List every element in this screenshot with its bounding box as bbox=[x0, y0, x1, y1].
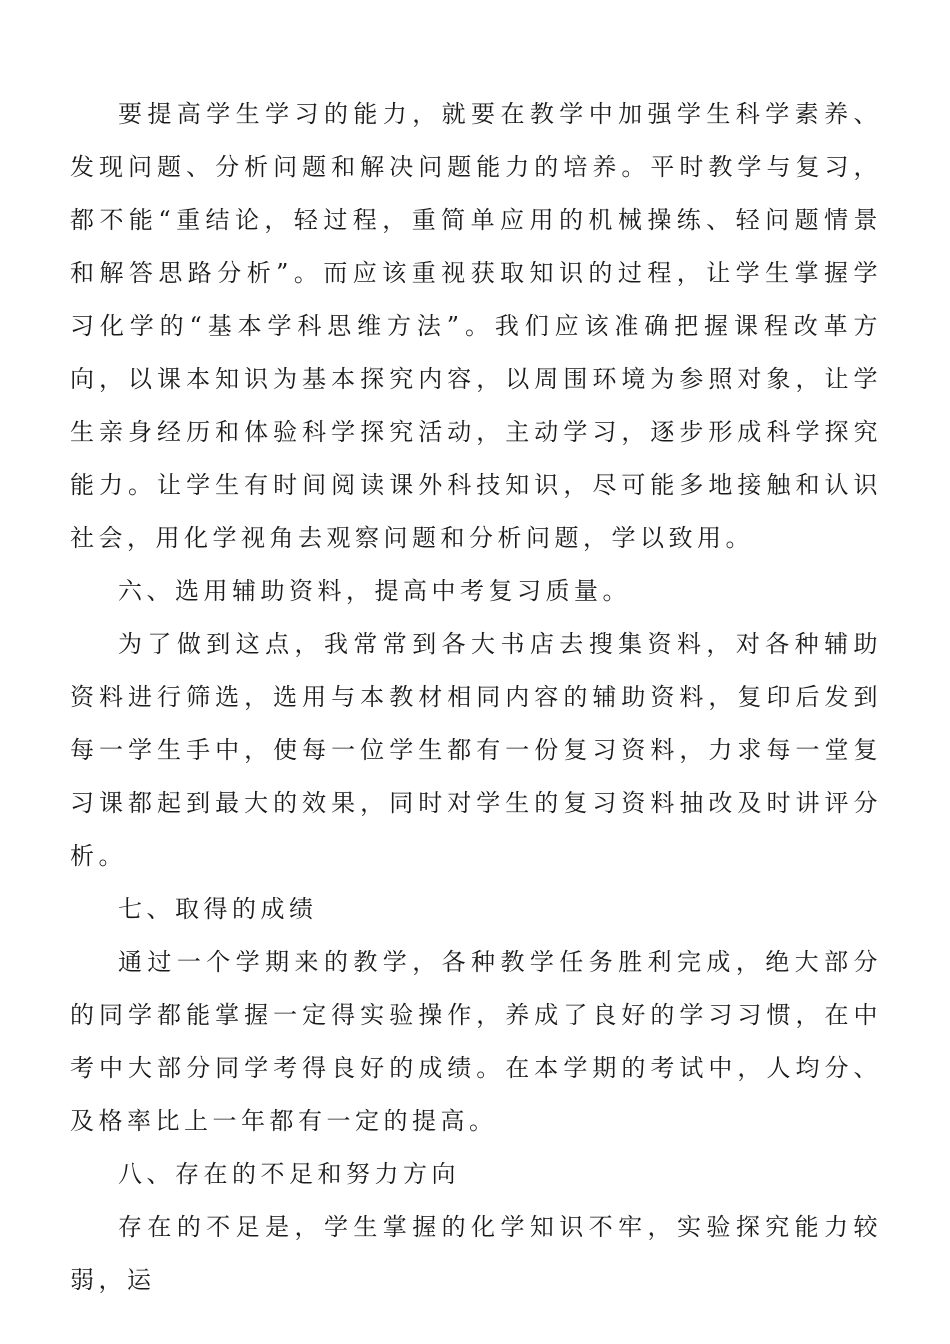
paragraph-ability-training: 要提高学生学习的能力，就要在教学中加强学生科学素养、发现问题、分析问题和解决问题能力的培养。平时教学与复习，都不能“重结论，轻过程，重简单应用的机械操练、轻问题情景和解答思路分析”。而应该重视获取知识的过程，让学生掌握学习化学的“基本学科思维方法”。我们应该准确把握课程改革方向，以课本知识为基本探究内容，以周围环境为参照对象，让学生亲身经历和体验科学探究活动，主动学习，逐步形成科学探究能力。让学生有时间阅读课外科技知识，尽可能多地接触和认识社会，用化学视角去观察问题和分析问题，学以致用。 bbox=[70, 100, 882, 552]
paragraph-shortcomings: 存在的不足是，学生掌握的化学知识不牢，实验探究能力较弱，运 bbox=[70, 1213, 882, 1294]
heading-section-six: 六、选用辅助资料，提高中考复习质量。 bbox=[118, 577, 631, 605]
heading-section-seven: 七、取得的成绩 bbox=[118, 895, 318, 923]
heading-section-eight: 八、存在的不足和努力方向 bbox=[118, 1160, 460, 1188]
document-body bbox=[70, 88, 882, 1307]
paragraph-reference-materials: 为了做到这点，我常常到各大书店去搜集资料，对各种辅助资料进行筛选，选用与本教材相同内容的辅助资料，复印后发到每一学生手中，使每一位学生都有一份复习资料，力求每一堂复习课都起到最大的效果，同时对学生的复习资料抽改及时讲评分析。 bbox=[70, 630, 882, 870]
paragraph-achievements: 通过一个学期来的教学，各种教学任务胜利完成，绝大部分的同学都能掌握一定得实验操作，养成了良好的学习习惯，在中考中大部分同学考得良好的成绩。在本学期的考试中，人均分、及格率比上一年都有一定的提高。 bbox=[70, 948, 882, 1135]
